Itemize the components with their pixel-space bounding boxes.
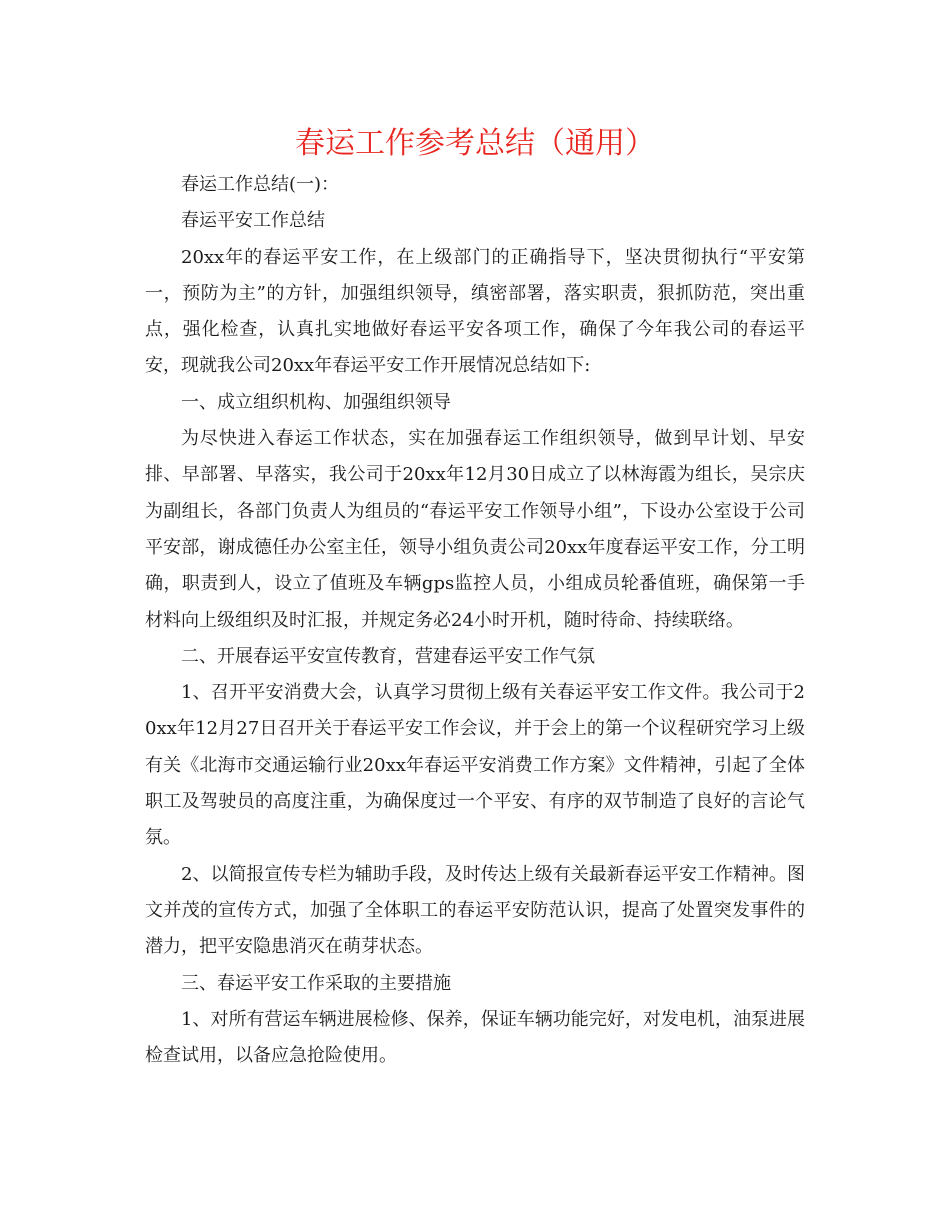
- paragraph-heading-1: 一、成立组织机构、加强组织领导: [181, 391, 451, 413]
- paragraph-organization: 为尽快进入春运工作状态，实在加强春运工作组织领导，做到早计划、早安排、早部署、早落实，我公司于20xx年12月30日成立了以林海霞为组长，吴宗庆为副组长，各部门负责人为组员的“春运平安工作领导小组”，下设办公室设于公司平安部，谢成德任办公室主任，领导小组负责公司20xx年度春运平安工作，分工明确，职责到人，设立了值班及车辆gps监控人员，小组成员轮番值班，确保第一手材料向上级组织及时汇报，并规定务必24小时开机，随时待命、持续联络。: [145, 428, 805, 631]
- paragraph-bulletin: 2、以简报宣传专栏为辅助手段，及时传达上级有关最新春运平安工作精神。图文并茂的宣传方式，加强了全体职工的春运平安防范认识，提高了处置突发事件的潜力，把平安隐患消灭在萌芽状态。: [145, 863, 805, 958]
- document-body: [145, 167, 805, 1074]
- paragraph-heading-2: 二、开展春运平安宣传教育，营建春运平安工作气氛: [181, 645, 595, 667]
- paragraph-maintenance: 1、对所有营运车辆进展检修、保养，保证车辆功能完好，对发电机，油泵进展检查试用，以备应急抢险使用。: [145, 1008, 805, 1067]
- paragraph-section-heading: 春运工作总结(一)：: [181, 174, 340, 195]
- paragraph-heading-3: 三、春运平安工作采取的主要措施: [181, 972, 451, 994]
- paragraph-intro: 20xx年的春运平安工作，在上级部门的正确指导下，坚决贯彻执行“平安第一，预防为主”的方针，加强组织领导，缜密部署，落实职责，狠抓防范，突出重点，强化检查，认真扎实地做好春运平安各项工作，确保了今年我公司的春运平安，现就我公司20xx年春运平安工作开展情况总结如下:: [145, 246, 805, 377]
- document-title: 春运工作参考总结（通用）: [295, 126, 655, 161]
- paragraph-meeting: 1、召开平安消费大会，认真学习贯彻上级有关春运平安工作文件。我公司于20xx年12月27日召开关于春运平安工作会议，并于会上的第一个议程研究学习上级有关《北海市交通运输行业20xx年春运平安消费工作方案》文件精神，引起了全体职工及驾驶员的高度注重，为确保度过一个平安、有序的双节制造了良好的言论气氛。: [145, 682, 805, 849]
- paragraph-subtitle: 春运平安工作总结: [181, 210, 325, 232]
